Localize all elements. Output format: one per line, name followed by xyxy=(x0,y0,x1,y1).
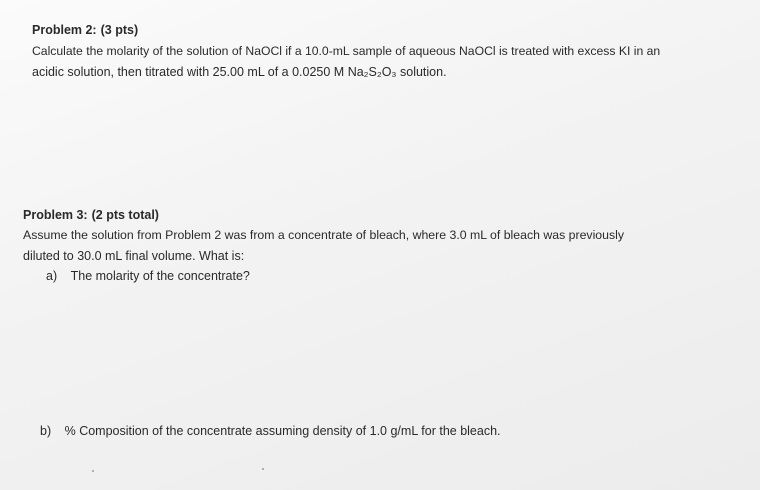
part-b-marker: b) xyxy=(40,424,52,438)
problem-2-text-line-1: Calculate the molarity of the solution of NaOCl if a 10.0-mL sample of aqueous NaOCl is treated with excess KI in an xyxy=(32,44,661,58)
problem-3-part-a xyxy=(46,268,250,284)
part-b-question: % Composition of the concentrate assuming density of 1.0 g/mL for the bleach. xyxy=(64,424,501,438)
problem-2-text-line-2: acidic solution, then titrated with 25.00 mL of a 0.0250 M Na₂S₂O₃ solution. xyxy=(32,65,447,79)
paper-speck xyxy=(262,468,264,470)
problem-2-title: Problem 2: xyxy=(32,23,97,37)
problem-3-part-b xyxy=(40,423,501,439)
part-a-marker: a) xyxy=(46,269,58,283)
problem-2-heading xyxy=(32,22,138,38)
paper-speck xyxy=(92,470,94,472)
problem-3-text-line-1: Assume the solution from Problem 2 was from a concentrate of bleach, where 3.0 mL of bleach was previously xyxy=(23,228,625,242)
problem-3-text-line-2: diluted to 30.0 mL final volume. What is: xyxy=(23,249,245,263)
problem-3-title: Problem 3: xyxy=(23,208,88,222)
problem-3-heading xyxy=(23,207,159,223)
problem-3-points: (2 pts total) xyxy=(91,208,159,222)
problem-2-points: (3 pts) xyxy=(100,23,139,37)
part-a-question: The molarity of the concentrate? xyxy=(70,269,250,283)
